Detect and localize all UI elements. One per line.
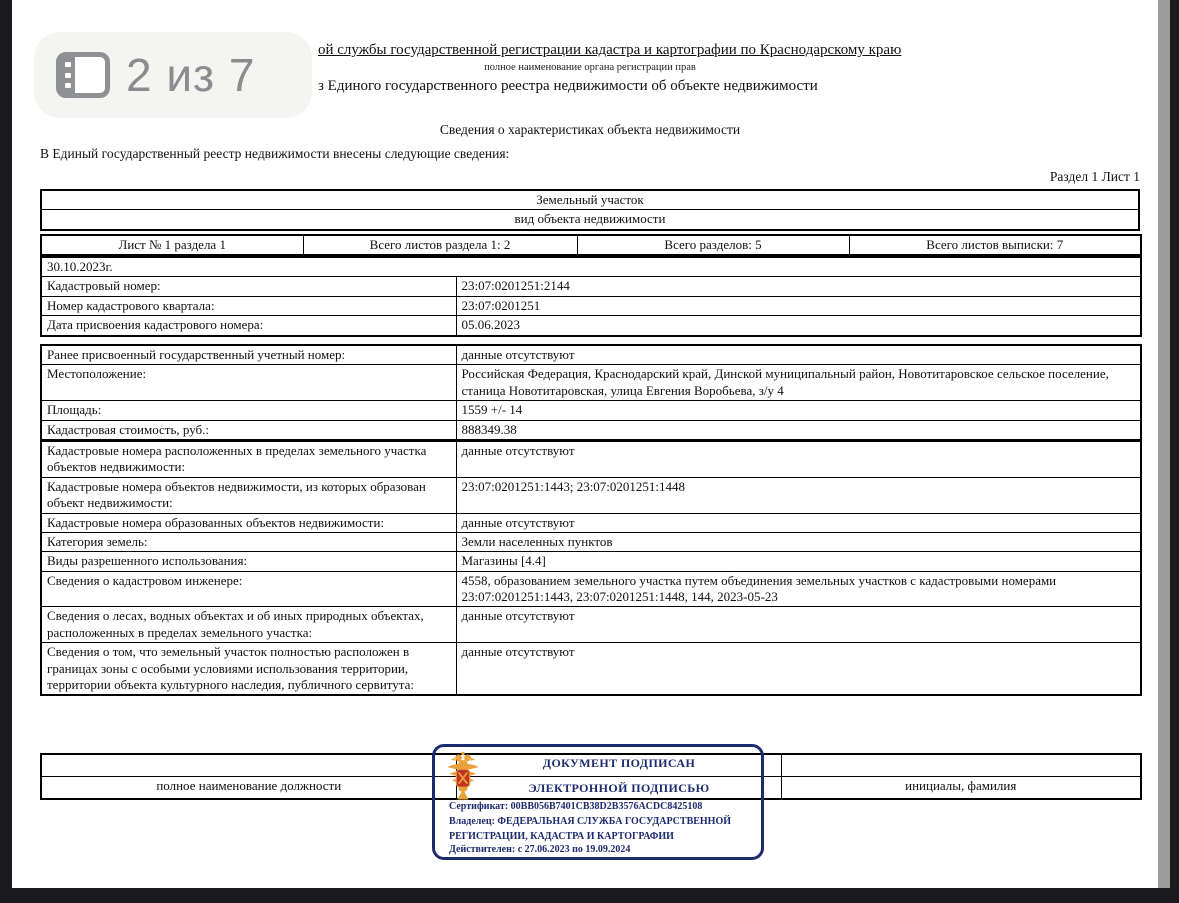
table-row xyxy=(41,441,1141,477)
signature-cell-empty xyxy=(781,754,1141,777)
row-value: данные отсутствуют xyxy=(456,643,1141,696)
table-row xyxy=(41,190,1139,210)
row-value: данные отсутствуют xyxy=(456,607,1141,643)
table-row xyxy=(41,277,1141,296)
object-type: Земельный участок xyxy=(41,190,1139,210)
row-value: Земли населенных пунктов xyxy=(456,532,1141,551)
sections-total-cell: Всего разделов: 5 xyxy=(577,235,849,255)
object-type-caption: вид объекта недвижимости xyxy=(41,210,1139,230)
signature-cell-empty xyxy=(41,754,456,777)
screen-edge-bottom xyxy=(0,888,1179,903)
row-label: Дата присвоения кадастрового номера: xyxy=(41,316,456,336)
row-value: Российская Федерация, Краснодарский край, Динской муниципальный район, Новотитаровское сельское поселение, станица Новотитаровская, улица Евгения Воробьева, з/у 4 xyxy=(456,365,1141,401)
details-table xyxy=(40,440,1142,696)
row-label: Кадастровые номера объектов недвижимости, из которых образован объект недвижимости: xyxy=(41,477,456,513)
stamp-validity: Действителен: с 27.06.2023 по 19.09.2024 xyxy=(449,844,631,855)
row-label: Категория земель: xyxy=(41,532,456,551)
sheet-number-cell: Лист № 1 раздела 1 xyxy=(41,235,303,255)
rosreestr-eagle-icon xyxy=(445,749,481,805)
row-value: 05.06.2023 xyxy=(456,316,1141,336)
pages-icon xyxy=(56,52,110,98)
section-title: Сведения о характеристиках объекта недвижимости xyxy=(439,122,741,137)
row-label: Сведения о лесах, водных объектах и об иных природных объектах, расположенных в пределах земельного участка: xyxy=(41,607,456,643)
page-indicator[interactable] xyxy=(34,32,312,118)
position-caption: полное наименование должности xyxy=(41,777,456,800)
row-value: 23:07:0201251 xyxy=(456,296,1141,315)
location-area-table xyxy=(40,344,1142,441)
row-value: 23:07:0201251:1443; 23:07:0201251:1448 xyxy=(456,477,1141,513)
screen-edge-right-gray xyxy=(1158,0,1170,903)
table-row xyxy=(41,365,1141,401)
extract-date: 30.10.2023г. xyxy=(41,257,1141,277)
stamp-owner-line1: Владелец: ФЕДЕРАЛЬНАЯ СЛУЖБА ГОСУДАРСТВЕННОЙ xyxy=(449,816,732,827)
row-label: Кадастровые номера расположенных в пределах земельного участка объектов недвижимости: xyxy=(41,441,456,477)
table-row xyxy=(41,296,1141,315)
table-row xyxy=(41,420,1141,440)
authority-caption: полное наименование органа регистрации прав xyxy=(484,62,696,73)
row-label: Ранее присвоенный государственный учетный номер: xyxy=(41,345,456,365)
row-value: данные отсутствуют xyxy=(456,345,1141,365)
table-row xyxy=(41,316,1141,336)
registration-authority-line: ой службы государственной регистрации кадастра и картографии по Краснодарскому краю xyxy=(318,42,902,58)
row-value: данные отсутствуют xyxy=(456,441,1141,477)
screen-edge-left xyxy=(0,0,12,903)
stamp-certificate: Сертификат: 00BB056B7401CB38D2B3576ACDC8425108 xyxy=(449,801,703,812)
stamp-owner-line2: РЕГИСТРАЦИИ, КАДАСТРА И КАРТОГРАФИИ xyxy=(449,831,674,842)
row-value: 4558, образованием земельного участка путем объединения земельных участков с кадастровыми номерами 23:07:0201251:1443, 23:07:0201251:1448, 144, 2023-05-23 xyxy=(456,571,1141,607)
row-label: Виды разрешенного использования: xyxy=(41,552,456,571)
row-value: 1559 +/- 14 xyxy=(456,401,1141,420)
row-label: Кадастровый номер: xyxy=(41,277,456,296)
row-label: Кадастровая стоимость, руб.: xyxy=(41,420,456,440)
intro-line: В Единый государственный реестр недвижимости внесены следующие сведения: xyxy=(40,146,510,161)
name-caption: инициалы, фамилия xyxy=(781,777,1141,800)
table-row xyxy=(41,513,1141,532)
sheets-summary-table xyxy=(40,234,1142,256)
egrn-extract-page xyxy=(40,0,1140,888)
row-value: данные отсутствуют xyxy=(456,513,1141,532)
section-sheets-cell: Всего листов раздела 1: 2 xyxy=(303,235,577,255)
table-row xyxy=(41,257,1141,277)
row-label: Номер кадастрового квартала: xyxy=(41,296,456,315)
extract-sheets-cell: Всего листов выписки: 7 xyxy=(849,235,1141,255)
extract-title-line: з Единого государственного реестра недвижимости об объекте недвижимости xyxy=(318,78,818,94)
row-label: Местоположение: xyxy=(41,365,456,401)
table-row xyxy=(41,401,1141,420)
row-label: Кадастровые номера образованных объектов недвижимости: xyxy=(41,513,456,532)
stamp-title-line1: ДОКУМЕНТ ПОДПИСАН xyxy=(542,756,696,770)
section-sheet-ref: Раздел 1 Лист 1 xyxy=(1049,169,1140,184)
table-row xyxy=(41,210,1139,230)
stamp-title-line2: ЭЛЕКТРОННОЙ ПОДПИСЬЮ xyxy=(528,781,710,795)
row-value: 888349.38 xyxy=(456,420,1141,440)
row-label: Площадь: xyxy=(41,401,456,420)
row-value: 23:07:0201251:2144 xyxy=(456,277,1141,296)
page-indicator-label: 2 из 7 xyxy=(126,49,256,101)
table-row xyxy=(41,607,1141,643)
row-label: Сведения о кадастровом инженере: xyxy=(41,571,456,607)
table-row xyxy=(41,532,1141,551)
table-row xyxy=(41,552,1141,571)
object-type-table xyxy=(40,189,1140,231)
table-row xyxy=(41,345,1141,365)
table-row xyxy=(41,571,1141,607)
digital-signature-stamp xyxy=(432,744,764,860)
screen-edge-right-black xyxy=(1170,0,1179,903)
row-value: Магазины [4.4] xyxy=(456,552,1141,571)
cadastral-id-table xyxy=(40,256,1142,337)
table-row xyxy=(41,643,1141,696)
table-row xyxy=(41,235,1141,255)
table-row xyxy=(41,477,1141,513)
row-label: Сведения о том, что земельный участок полностью расположен в границах зоны с особыми условиями использования территории, территории объекта культурного наследия, публичного сервитута: xyxy=(41,643,456,696)
